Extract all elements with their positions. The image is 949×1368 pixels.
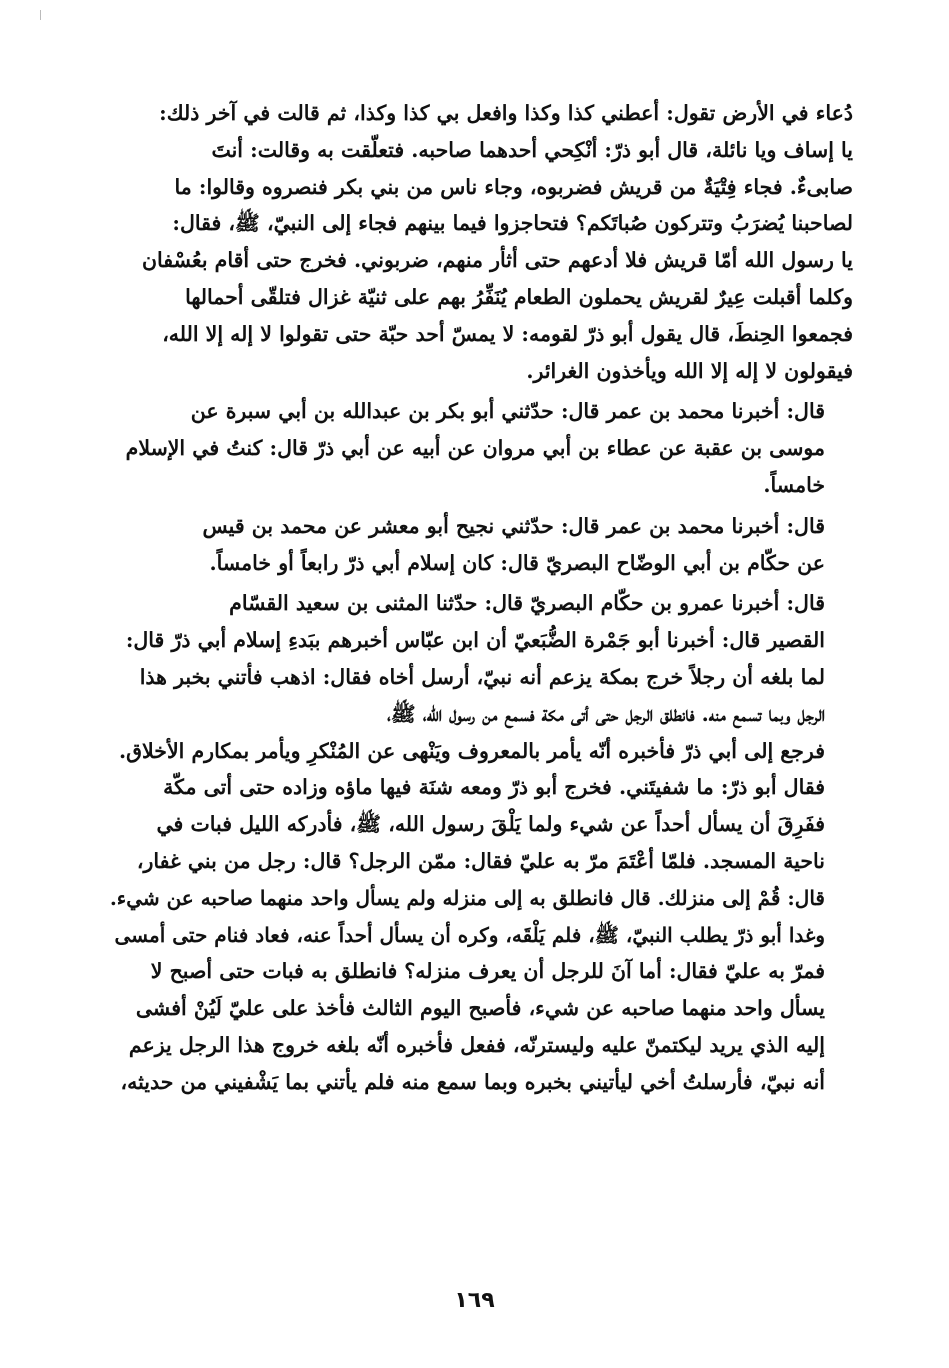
text-line: صابىءٌ. فجاء فِتْيَةٌ من قريش فضربوه، وجاء ناس من بني بكر فنصروه وقالوا: ما (174, 174, 853, 199)
text-line: قال: أخبرنا عمرو بن حكّام البصريّ قال: حدّثنا المثنى بن سعيد القسّام (229, 591, 825, 616)
text-line: فجمعوا الحِنطَ، قال يقول أبو ذرّ لقومه: لا يمسّ أحد حبّة حتى تقولوا لا إله إلا الله، (162, 321, 853, 346)
page-number: ١٦٩ (454, 1288, 495, 1313)
text-line: قال: أخبرنا محمد بن عمر قال: حدّثني نجيح أبو معشر عن محمد بن قيس (202, 513, 825, 538)
text-line: يسأل واحد منهما صاحبه عن شيء، فأصبح اليوم الثالث فأخذ على عليّ لَيُنْ أفشى (135, 996, 825, 1021)
text-line: فمرّ به عليّ فقال: أما آنَ للرجل أن يعرف منزله؟ فانطلق به فبات حتى أصبح لا (150, 959, 825, 984)
text-line: فرجع إلى أبي ذرّ فأخبره أنّه يأمر بالمعروف ويَنْهى عن المُنْكرِ ويأمر بمكارم الأخلاق. (119, 738, 825, 763)
text-line: خامساً. (763, 472, 825, 497)
text-line: ناحية المسجد. فلمّا أعْتَمَ مرّ به عليّ فقال: ممّن الرجل؟ قال: رجل من بني غفار، (136, 848, 825, 873)
text-line: الرجل وبما تسمع منه. فانطلق الرجل حتى أتى مكة فسمع من رسول الله، ﷺ، (386, 701, 825, 726)
paragraph-2 (105, 393, 853, 503)
margin-mark (40, 10, 41, 20)
text-line: لما بلغه أن رجلاً خرج بمكة يزعم أنه نبيّ، أرسل أخاه فقال: اذهب فأتني بخبر هذا (139, 664, 825, 689)
text-line: قال: أخبرنا محمد بن عمر قال: حدّثني أبو بكر بن عبدالله بن أبي سبرة عن (190, 399, 825, 424)
text-line: لصاحبنا يُضرَبُ وتتركون صُباتَكم؟ فتحاجزوا فيما بينهم فجاء إلى النبيّ، ﷺ، فقال: (172, 211, 853, 236)
text-line: فيقولون لا إله إلا الله ويأخذون الغرائر. (526, 358, 853, 383)
text-line: وكلما أقبلت عِيرٌ لقريش يحملون الطعام يُنَفِّرُ بهم على ثنيّة غزال فتلقّى أحمالها (185, 284, 853, 309)
paragraph-3 (105, 508, 853, 582)
paragraph-4 (105, 585, 853, 1100)
paragraph-1 (105, 95, 853, 389)
text-line: موسى بن عقبة عن عطاء بن أبي مروان عن أبيه عن أبي ذرّ قال: كنتُ في الإسلام (125, 436, 825, 461)
text-line: قال: قُمْ إلى منزلك. قال فانطلق به إلى منزله ولم يسأل واحد منهما صاحبه عن شيء. (109, 885, 825, 910)
text-line: وغدا أبو ذرّ يطلب النبيّ، ﷺ، فلم يَلْقَه، وكره أن يسأل أحداً عنه، فعاد فنام حتى أمسى (114, 922, 825, 947)
body-text (105, 95, 853, 1101)
text-line: يا رسول الله أمّا قريش فلا أدعهم حتى أثأر منهم، ضربوني. فخرج حتى أقام بعُسْفان (141, 248, 853, 273)
text-line: دُعاء في الأرض تقول: أعطني كذا وكذا وافعل بي كذا وكذا، ثم قالت في آخر ذلك: (159, 101, 853, 125)
text-line: أنه نبيّ، فأرسلتُ أخي ليأتيني بخبره وبما سمع منه فلم يأتني بما يَشْفيني من حديثه، (120, 1069, 825, 1094)
text-line: يا إساف ويا نائلة، قال أبو ذرّ: أنْكِحي أحدهما صاحبه. فتعلّقت به وقالت: أنتَ (211, 137, 853, 162)
text-line: إليه الذي يريد ليكتمنّ عليه وليسترنّه، ففعل فأخبره أنّه بلغه خروج هذا الرجل يزعم (128, 1032, 825, 1057)
text-line: ففَرِقَ أن يسأل أحداً عن شيء ولما يَلْقَ رسول الله، ﷺ، فأدركه الليل فبات في (156, 812, 825, 837)
text-line: عن حكّام بن أبي الوضّاح البصريّ قال: كان إسلام أبي ذرّ رابعاً أو خامساً. (209, 550, 825, 575)
text-line: القصير قال: أخبرنا أبو جَمْرة الضُّبَعيّ أن ابن عبّاس أخبرهم ببَدءِ إسلام أبي ذرّ قال: (125, 628, 825, 653)
text-line: فقال أبو ذرّ: ما شفيتَني. فخرج أبو ذرّ ومعه شنَة فيها ماؤه وزاده حتى أتى مكّة (163, 775, 825, 800)
